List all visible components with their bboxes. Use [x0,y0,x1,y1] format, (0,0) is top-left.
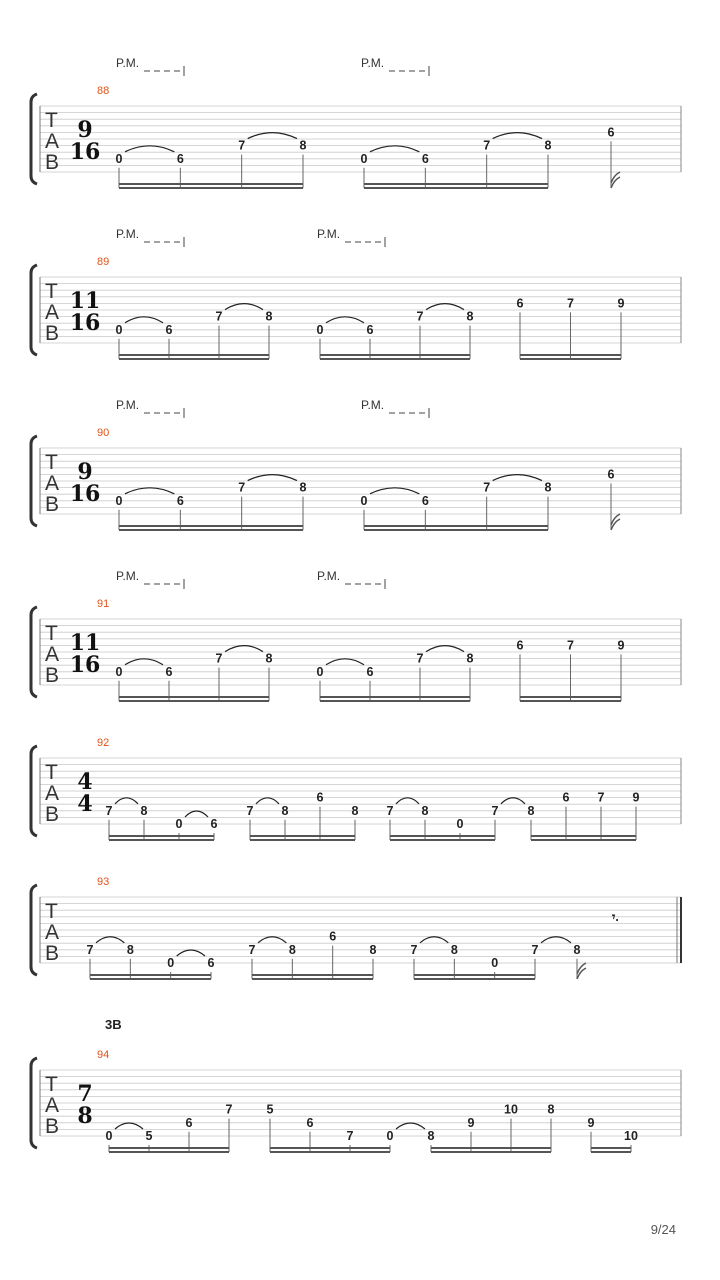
system-bracket [31,1058,37,1148]
fret-number: 7 [386,803,394,818]
tab-clef-letter: B [45,1115,60,1138]
palm-mute-label: P.M. [116,56,140,70]
tab-clef-letter: A [45,130,60,153]
slur [125,659,163,665]
time-signature-top: 9 [77,117,93,143]
system-bracket [31,265,37,355]
tab-system-94 [31,1017,681,1152]
slur [370,146,419,152]
fret-number: 6 [210,817,218,831]
fret-number: 8 [288,942,296,957]
slur [225,304,263,310]
fret-number: 0 [456,817,464,831]
fret-number: 6 [306,1115,314,1130]
tab-clef-letter: B [45,322,60,345]
fret-number: 7 [225,1102,233,1117]
fret-number: 8 [527,803,535,818]
slur [370,488,419,494]
fret-number: 0 [316,664,324,679]
fret-number: 7 [567,296,574,311]
fret-number: 7 [483,480,491,495]
slur [420,937,448,943]
slur [426,304,464,310]
fret-number: 7 [410,942,418,957]
system-bracket [31,746,37,836]
fret-number: 10 [504,1102,518,1117]
tab-clef-letter: B [45,493,60,516]
tab-clef-letter: T [45,622,58,645]
time-signature-bottom: 8 [77,1103,93,1129]
tab-clef-letter: T [45,1073,58,1096]
fret-number: 9 [617,638,625,653]
fret-number: 7 [238,480,246,495]
fret-number: 7 [597,790,605,805]
time-signature-bottom: 16 [69,481,101,507]
fret-number: 0 [115,493,123,508]
fret-number: 6 [366,322,374,337]
fret-number: 6 [329,929,337,944]
tab-system-90 [31,398,681,530]
fret-number: 8 [299,138,307,153]
fret-number: 7 [346,1129,354,1143]
fret-number: 7 [416,651,424,666]
fret-number: 5 [145,1129,153,1143]
tab-clef-letter: A [45,301,60,324]
fret-number: 7 [248,942,256,957]
fret-number: 6 [562,790,570,805]
fret-number: 7 [215,651,223,666]
slur [426,646,464,652]
fret-number: 7 [567,638,574,653]
measure-number: 91 [97,598,110,610]
tab-clef-letter: A [45,1094,60,1117]
fret-number: 8 [544,480,552,495]
palm-mute-label: P.M. [317,227,341,241]
fret-number: 0 [386,1129,394,1143]
fret-number: 6 [176,493,184,508]
system-bracket [31,436,37,526]
fret-number: 8 [126,942,134,957]
slur [115,1123,143,1129]
note-flag [611,172,620,188]
tab-system-89 [31,227,681,359]
fret-number: 7 [238,138,246,153]
tab-clef-letter: B [45,803,60,826]
fret-number: 6 [176,151,184,166]
tab-system-93 [31,876,681,979]
slur [125,317,163,323]
tab-clef-letter: T [45,900,58,923]
tab-system-88 [31,56,681,188]
fret-number: 9 [632,790,640,805]
fret-number: 8 [544,138,552,153]
tab-clef-letter: A [45,472,60,495]
time-signature-bottom: 16 [69,652,101,678]
fret-number: 8 [351,803,359,818]
fret-number: 8 [573,942,581,957]
slur [115,798,138,804]
fret-number: 0 [316,322,324,337]
fret-number: 6 [516,296,524,311]
tab-clef-letter: B [45,942,60,965]
slur [225,646,263,652]
slur [177,950,205,956]
palm-mute-label: P.M. [116,569,140,583]
fret-number: 7 [491,803,499,818]
fret-number: 5 [266,1102,274,1117]
fret-number: 0 [115,151,123,166]
fret-number: 6 [316,790,324,805]
measure-number: 88 [97,85,110,97]
slur [326,317,364,323]
palm-mute-label: P.M. [116,227,140,241]
time-signature-top: 9 [77,459,93,485]
fret-number: 8 [265,309,273,324]
palm-mute-label: P.M. [317,569,341,583]
slur [96,937,124,943]
system-bracket [31,607,37,697]
fret-number: 8 [140,803,148,818]
fret-number: 8 [299,480,307,495]
fret-number: 6 [207,956,215,970]
fret-number: 0 [175,817,183,831]
slur [256,798,279,804]
fret-number: 0 [105,1129,113,1143]
fret-number: 8 [421,803,429,818]
measure-number: 89 [97,256,110,268]
slur [493,475,542,481]
slur [248,475,297,481]
slur [396,798,419,804]
palm-mute-label: P.M. [361,398,385,412]
fret-number: 7 [416,309,424,324]
slur [125,488,174,494]
time-signature-top: 11 [69,288,101,314]
fret-number: 0 [115,322,123,337]
fret-number: 8 [281,803,289,818]
time-signature-top: 7 [77,1081,93,1107]
tab-clef-letter: T [45,280,58,303]
slur [258,937,286,943]
fret-number: 8 [547,1102,555,1117]
fret-number: 7 [483,138,491,153]
measure-number: 92 [97,737,110,749]
fret-number: 6 [421,151,429,166]
time-signature-bottom: 16 [69,310,101,336]
slur [248,133,297,139]
fret-number: 9 [467,1115,475,1130]
palm-mute-label: P.M. [361,56,385,70]
fret-number: 6 [607,467,615,482]
tab-clef-letter: B [45,151,60,174]
fret-number: 7 [105,803,113,818]
fret-number: 0 [360,151,368,166]
time-signature-bottom: 16 [69,139,101,165]
tab-system-91 [31,569,681,701]
fret-number: 0 [115,664,123,679]
tab-clef-letter: A [45,782,60,805]
note-flag [611,514,620,530]
fret-number: 8 [450,942,458,957]
fret-number: 8 [466,651,474,666]
fret-number: 6 [516,638,524,653]
time-signature-top: 11 [69,630,101,656]
eighth-rest: 𝄾. [612,910,619,924]
measure-number: 90 [97,427,110,439]
fret-number: 10 [624,1129,638,1143]
fret-number: 7 [215,309,223,324]
measure-number: 94 [97,1049,110,1061]
fret-number: 6 [185,1115,193,1130]
tab-clef-letter: B [45,664,60,687]
fret-number: 6 [607,125,615,140]
slur [501,798,525,804]
tab-clef-letter: T [45,451,58,474]
section-label: 3B [105,1017,122,1032]
fret-number: 8 [265,651,273,666]
slur [326,659,364,665]
tab-clef-letter: T [45,761,58,784]
note-flag [577,963,586,979]
fret-number: 6 [165,664,173,679]
system-bracket [31,885,37,975]
page-number: 9/24 [650,1222,676,1237]
system-bracket [31,94,37,184]
tab-clef-letter: T [45,109,58,132]
slur [541,937,571,943]
fret-number: 6 [366,664,374,679]
measure-number: 93 [97,876,110,888]
fret-number: 0 [360,493,368,508]
fret-number: 7 [246,803,254,818]
fret-number: 8 [427,1129,435,1143]
fret-number: 8 [369,942,377,957]
fret-number: 8 [466,309,474,324]
slur [125,146,174,152]
time-signature-bottom: 4 [77,791,93,817]
fret-number: 7 [86,942,94,957]
slur [185,811,208,817]
tab-clef-letter: A [45,921,60,944]
fret-number: 6 [165,322,173,337]
fret-number: 7 [531,942,539,957]
tab-system-92 [31,737,681,840]
fret-number: 9 [587,1115,595,1130]
fret-number: 6 [421,493,429,508]
slur [396,1123,425,1129]
fret-number: 9 [617,296,625,311]
fret-number: 0 [167,956,175,970]
slur [493,133,542,139]
time-signature-top: 4 [77,769,93,795]
palm-mute-label: P.M. [116,398,140,412]
tab-clef-letter: A [45,643,60,666]
fret-number: 0 [491,956,499,970]
